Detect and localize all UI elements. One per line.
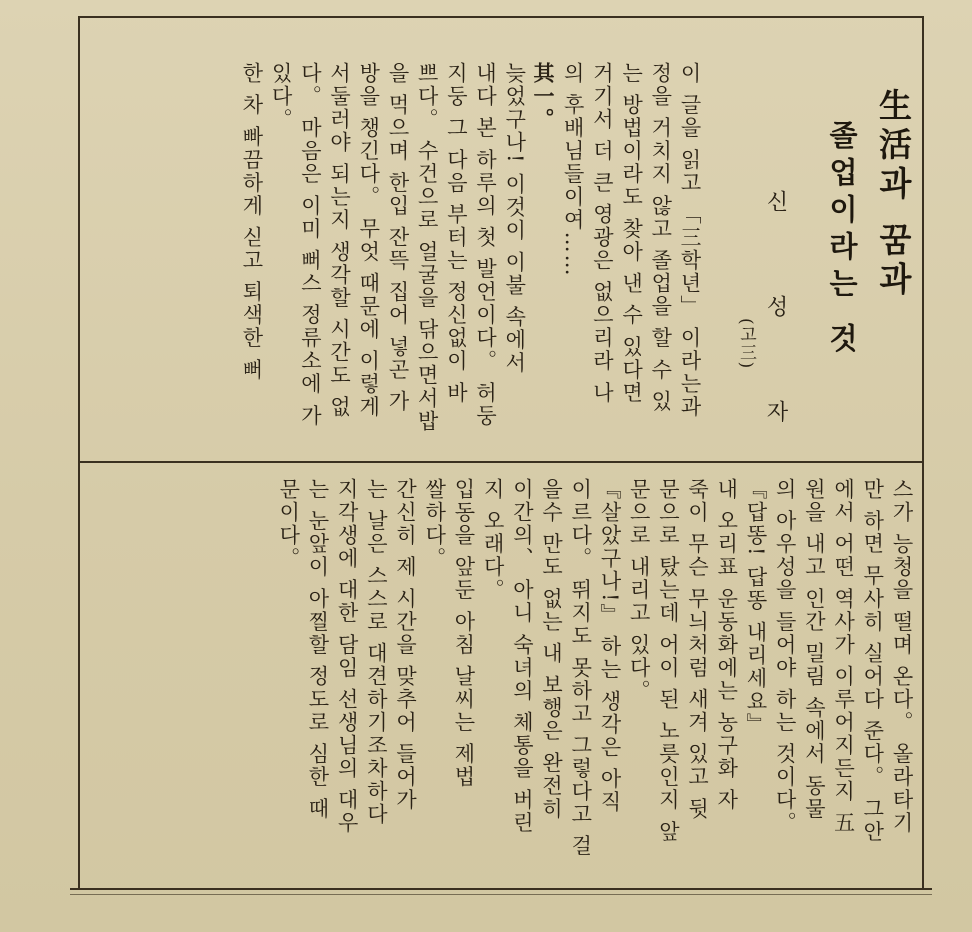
lower-column: 문이다。 — [276, 478, 301, 570]
bottom-rule — [70, 888, 932, 890]
lower-text-panel — [100, 478, 916, 882]
lower-column: 원을 내고 인간 밀림 속에서 동물 — [802, 478, 827, 821]
upper-column: 한 차 빠끔하게 싣고 퇴색한 뻐 — [239, 62, 264, 382]
section-marker: 其一。 — [530, 62, 556, 131]
article-title: 生活과 꿈과 — [874, 88, 913, 301]
top-rule — [78, 16, 924, 18]
upper-column: 서둘러야 되는지 생각할 시간도 없 — [327, 62, 352, 419]
upper-column: 내다 본 하루의 첫 발언이다。 허둥 — [473, 62, 498, 428]
lower-column: 이간의、 아니 숙녀의 체통을 버린 — [510, 478, 535, 835]
lower-column: 내 오리표 운동화에는 농구화 자 — [714, 478, 739, 812]
lower-column: 입동을 앞둔 아침 날씨는 제법 — [451, 478, 476, 789]
author-grade: (고三) — [736, 318, 756, 370]
middle-rule — [78, 461, 924, 463]
upper-column: 다。 마음은 이미 뻐스 정류소에 가 — [298, 62, 323, 428]
upper-column: 쁘다。 수건으로 얼굴을 닦으면서밥 — [415, 62, 440, 434]
upper-column: 늦었구나! 이것이 이불 속에서 — [502, 62, 527, 375]
upper-column: 이 글을 읽고 「三학년」 이라는과 — [678, 62, 702, 419]
lower-column: 스가 능청을 떨며 온다。 올라타기 — [890, 478, 914, 835]
lower-column: 만 하면 무사히 실어다 준다。 그안 — [860, 478, 885, 844]
lower-column: 『답똥! 답똥 내리세요』 — [743, 478, 768, 736]
article-subtitle: 졸업이라는 것 — [825, 120, 859, 361]
upper-column: 방을 챙긴다。 무엇 때문에 이렇게 — [356, 62, 381, 419]
lower-column: 쌀하다。 — [422, 478, 447, 570]
lower-column: 문으로 내리고 있다。 — [627, 478, 652, 703]
upper-column: 의 후배님들이여…… — [561, 62, 586, 278]
lower-column: 는 날은 스스로 대견하기조차하다 — [364, 478, 389, 827]
lower-column: 에서 어떤 역사가 이루어지든지 五 — [831, 478, 856, 835]
lower-column: 문으로 탔는데 어이 된 노릇인지 앞 — [656, 478, 681, 844]
lower-column: 을수 만도 없는 내 보행은 완전히 — [539, 478, 564, 821]
lower-column: 의 아우성을 들어야 하는 것이다。 — [773, 478, 798, 835]
upper-column: 거기서 더 큰 영광은 없으리라 나 — [590, 62, 615, 405]
lower-column: 지각생에 대한 담임 선생님의 대우 — [335, 478, 360, 835]
lower-column: 간신히 제 시간을 맞추어 들어가 — [393, 478, 418, 812]
upper-column: 을 먹으며 한입 잔뜩 집어 넣곤 가 — [385, 62, 410, 414]
lower-column: 『살았구나!』 하는 생각은 아직 — [597, 478, 622, 814]
upper-column: 정을 거치지 않고 졸업을 할 수 있 — [648, 62, 673, 414]
upper-column: 는 방법이라도 찾아 낸 수 있다면 — [619, 62, 644, 405]
lower-column: 는 눈앞이 아찔할 정도로 심한 때 — [305, 478, 330, 821]
bottom-rule-thin — [70, 894, 932, 895]
lower-column: 지 오래다。 — [481, 478, 506, 602]
lower-column: 죽이 무슨 무늬처럼 새겨 있고 뒷 — [685, 478, 710, 821]
upper-column: 있다。 — [269, 62, 294, 131]
upper-column: 지둥 그 다음 부터는 정신없이 바 — [444, 62, 469, 405]
lower-column: 이르다。 뛰지도 못하고 그렇다고 걸 — [568, 478, 593, 858]
author-name: 신 성 자 — [763, 190, 788, 460]
upper-text-panel — [82, 62, 704, 454]
